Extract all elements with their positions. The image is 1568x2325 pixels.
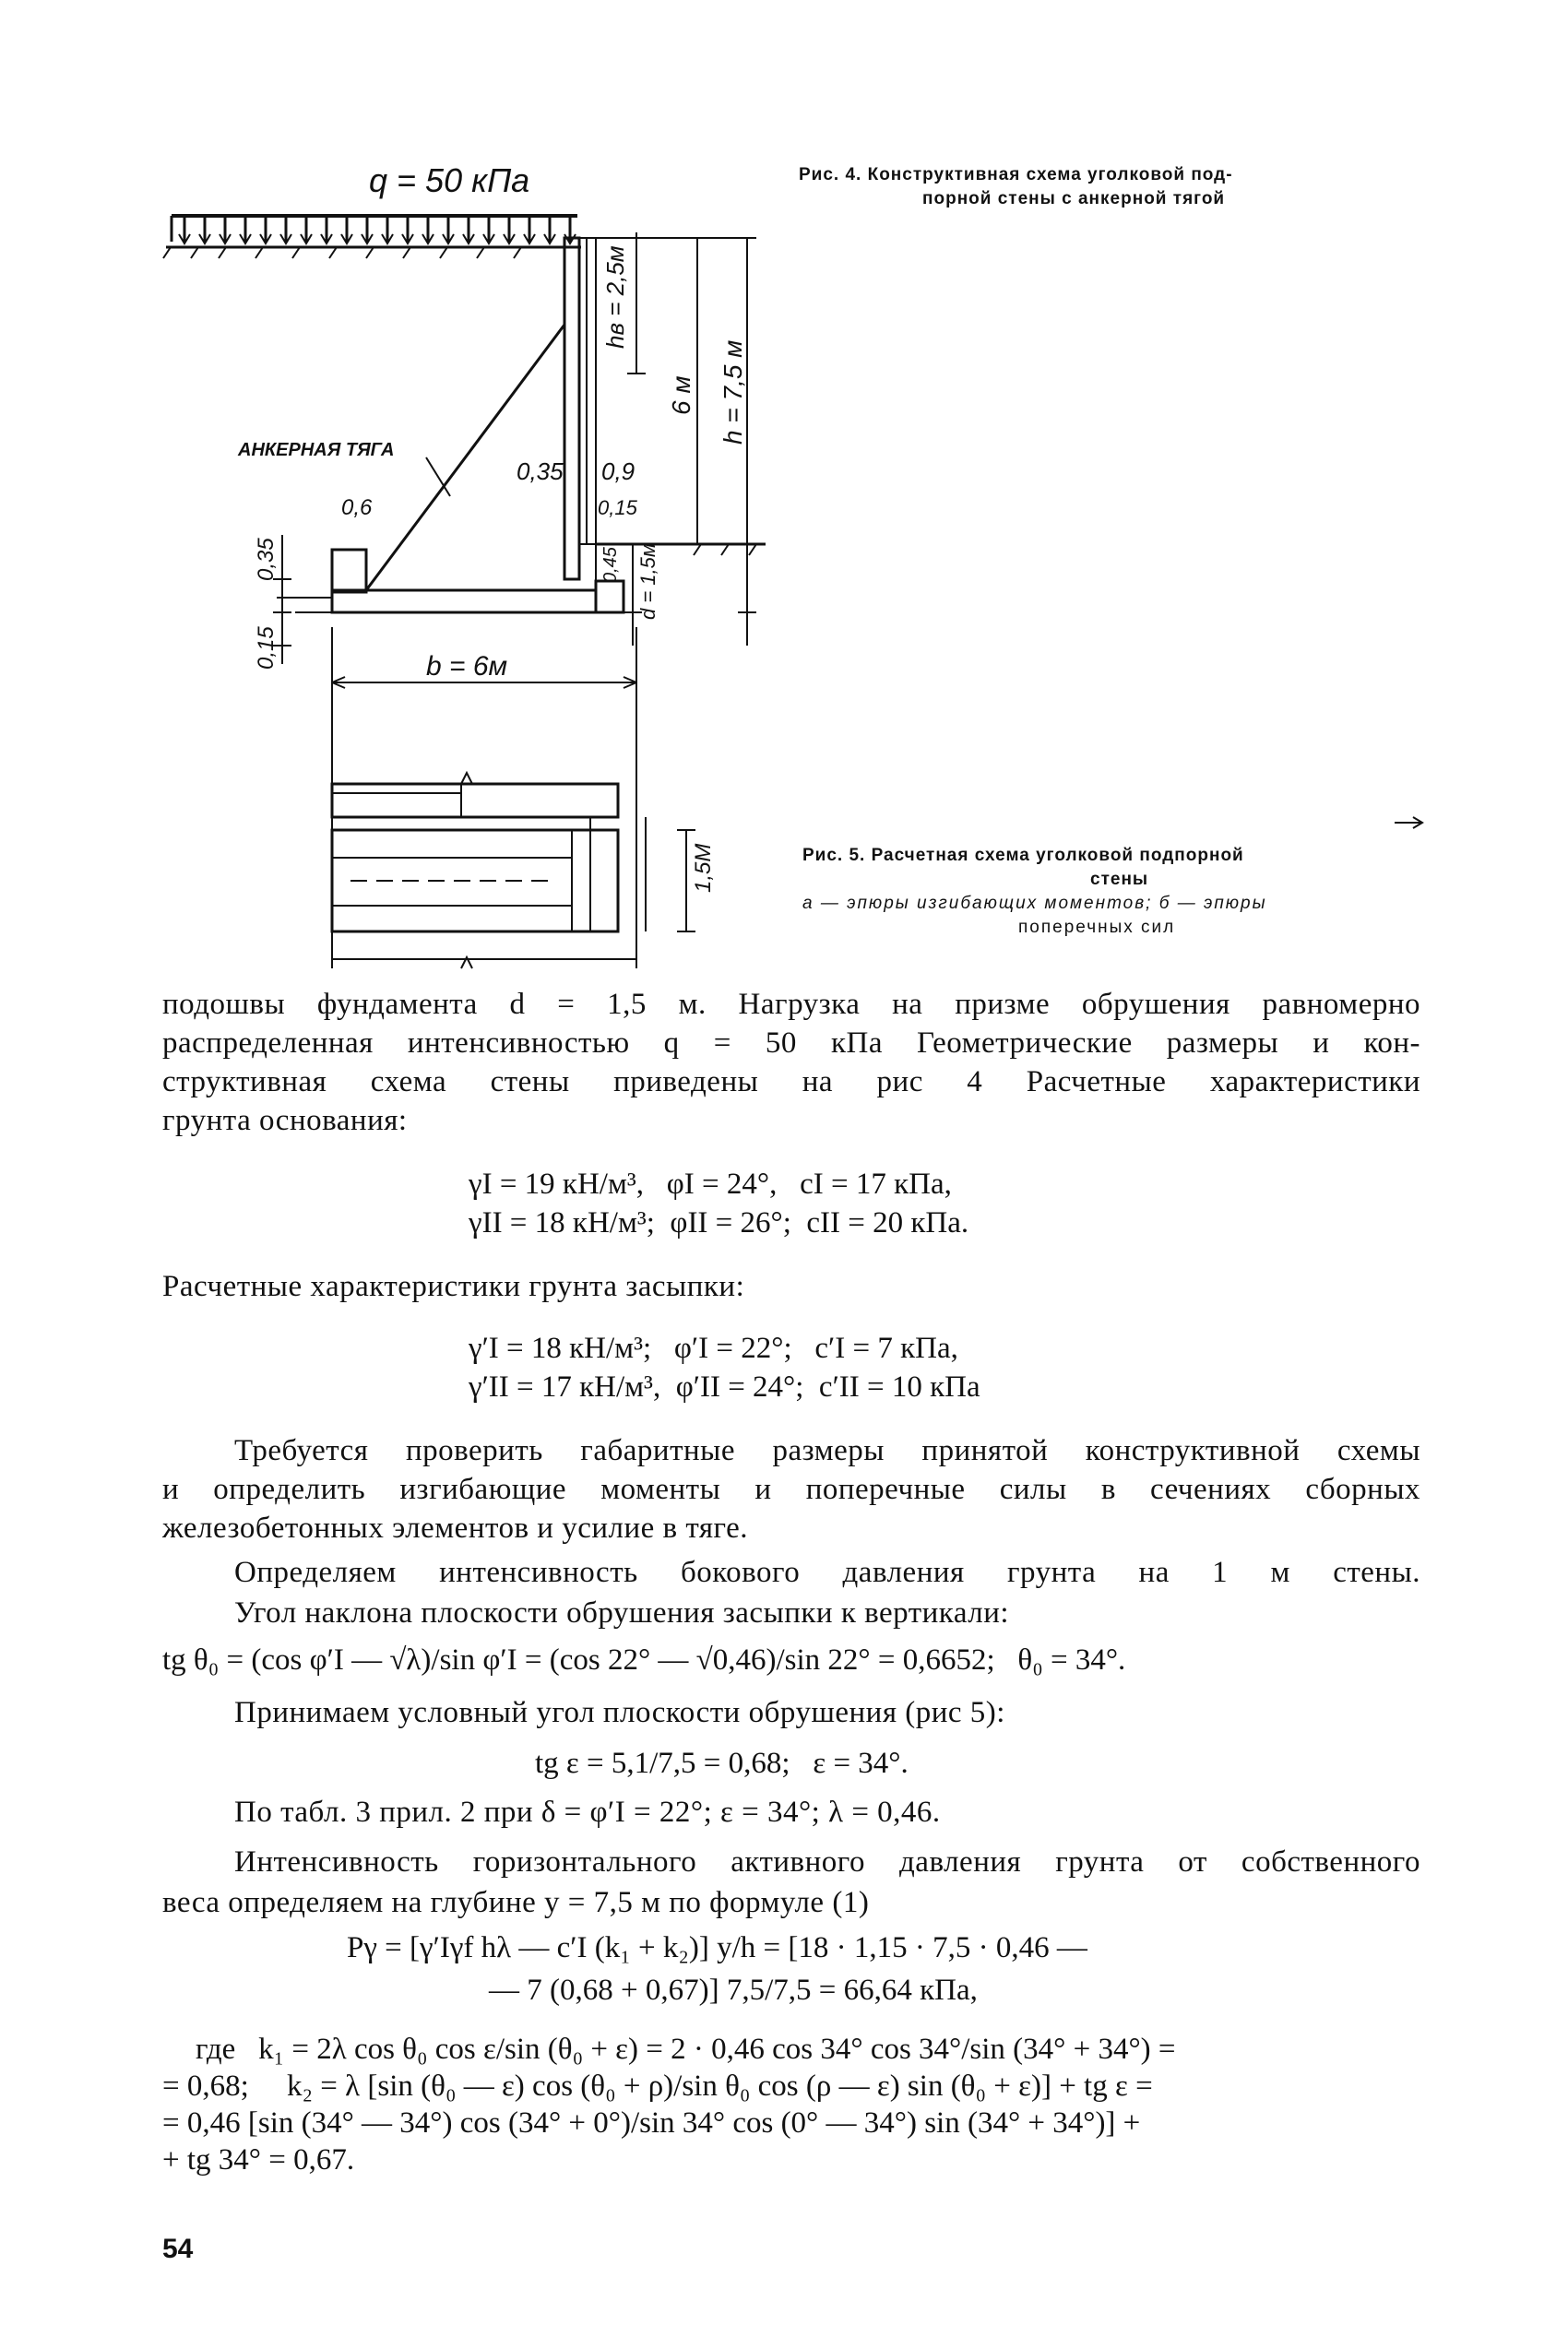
paragraph-4-line-1: Определяем интенсивность бокового давления грунта на 1 м стены. — [234, 1556, 1420, 1589]
paragraph-1-line-1: подошвы фундамента d = 1,5 м. Нагрузка на призме обрушения равномерно — [162, 988, 1420, 1021]
page-number: 54 — [162, 2234, 194, 2264]
distributed-load-arrows — [172, 216, 577, 243]
dim-hb-label: hв = 2,5м — [601, 245, 629, 349]
dim-035-left: 0,35 — [254, 538, 279, 581]
anchor-block — [332, 550, 366, 592]
paragraph-1-line-2: распределенная интенсивностью q = 50 кПа Геометрические размеры и кон- — [162, 1026, 1420, 1060]
paragraph-5: Принимаем условный угол плоскости обрушения (рис 5): — [234, 1696, 1005, 1729]
fig5-caption-line1: Рис. 5. Расчетная схема уголковой подпорной — [802, 846, 1244, 865]
paragraph-3-line-3: железобетонных элементов и усилие в тяге. — [162, 1512, 749, 1545]
dim-d-label: d = 1,5м — [636, 543, 659, 620]
section-arrow — [1395, 817, 1422, 828]
pressure-equation-line-2: — 7 (0,68 + 0,67)] 7,5/7,5 = 66,64 кПа, — [489, 1974, 978, 2007]
dim-09: 0,9 — [601, 457, 636, 485]
load-label: q = 50 кПа — [369, 161, 530, 199]
fig4-caption-line1: Рис. 4. Конструктивная схема уголковой под- — [799, 165, 1233, 184]
paragraph-6: По табл. 3 прил. 2 при δ = φ′I = 22°; ε = 34°; λ = 0,46. — [234, 1796, 941, 1829]
dim-06: 0,6 — [341, 495, 373, 520]
fig4-caption-line2: порной стены с анкерной тягой — [922, 189, 1226, 208]
soil-base-equation-1: γI = 19 кН/м³, φI = 24°, cI = 17 кПа, — [469, 1168, 952, 1201]
dim-015-wall: 0,15 — [598, 496, 637, 519]
plan-view — [332, 773, 695, 968]
paragraph-4-line-2: Угол наклона плоскости обрушения засыпки к вертикали: — [234, 1596, 1010, 1630]
coefficient-line-4: + tg 34° = 0,67. — [162, 2143, 355, 2177]
dim-045: 0,45 — [600, 547, 621, 583]
wall-stem — [564, 238, 596, 579]
fig5-caption-line2: стены — [1090, 870, 1149, 889]
epsilon-equation: tg ε = 5,1/7,5 = 0,68; ε = 34°. — [535, 1747, 909, 1780]
dim-b-label: b = 6м — [426, 651, 508, 682]
paragraph-1-line-3: структивная схема стены приведены на рис 4 Расчетные характеристики — [162, 1065, 1420, 1098]
paragraph-7-line-2: веса определяем на глубине y = 7,5 м по формуле (1) — [162, 1886, 870, 1919]
fig5-caption-line3: а — эпюры изгибающих моментов; б — эпюры — [802, 894, 1267, 913]
paragraph-7-line-1: Интенсивность горизонтального активного давления грунта от собственного — [234, 1845, 1420, 1879]
paragraph-2: Расчетные характеристики грунта засыпки: — [162, 1270, 745, 1303]
paragraph-3-line-1: Требуется проверить габаритные размеры принятой конструктивной схемы — [234, 1434, 1420, 1467]
coefficient-line-2: = 0,68; k₂ = λ [sin (θ₀ — ε) cos (θ₀ + ρ)/sin θ₀ cos (ρ — ε) sin (θ₀ + ε)] + tg ε = — [162, 2070, 1153, 2103]
backfill-equation-2: γ′II = 17 кН/м³, φ′II = 24°; c′II = 10 кПа — [469, 1370, 980, 1404]
theta-equation: tg θ₀ = (cos φ′I — √λ)/sin φ′I = (cos 22° — √0,46)/sin 22° = 0,6652; θ₀ = 34°. — [162, 1643, 1126, 1677]
retaining-wall-figure — [0, 0, 1568, 978]
pressure-equation-line-1: Pγ = [γ′Iγf hλ — c′I (k₁ + k₂)] y/h = [18 · 1,15 · 7,5 · 0,46 — — [347, 1931, 1087, 1964]
dim-6m-label: 6 м — [667, 375, 695, 415]
coefficient-line-1: где k₁ = 2λ cos θ₀ cos ε/sin (θ₀ + ε) = 2 · 0,46 cos 34° cos 34°/sin (34° + 34°) = — [196, 2033, 1176, 2066]
fig5-caption-line4: поперечных сил — [1018, 918, 1176, 937]
soil-base-equation-2: γII = 18 кН/м³; φII = 26°; cII = 20 кПа. — [469, 1206, 969, 1240]
paragraph-3-line-2: и определить изгибающие моменты и поперечные силы в сечениях сборных — [162, 1473, 1420, 1506]
plan-dim-label: 1,5М — [691, 843, 716, 893]
anchor-label: АНКЕРНАЯ ТЯГА — [238, 440, 395, 460]
dim-015-left: 0,15 — [254, 626, 279, 670]
foundation-slab — [277, 581, 627, 612]
dim-h-label: h = 7,5 м — [719, 339, 747, 445]
backfill-equation-1: γ′I = 18 кН/м³; φ′I = 22°; c′I = 7 кПа, — [469, 1332, 958, 1365]
coefficient-line-3: = 0,46 [sin (34° — 34°) cos (34° + 0°)/sin 34° cos (0° — 34°) sin (34° + 34°)] + — [162, 2106, 1141, 2140]
paragraph-1-line-4: грунта основания: — [162, 1104, 408, 1137]
dim-035-top: 0,35 — [517, 457, 564, 485]
